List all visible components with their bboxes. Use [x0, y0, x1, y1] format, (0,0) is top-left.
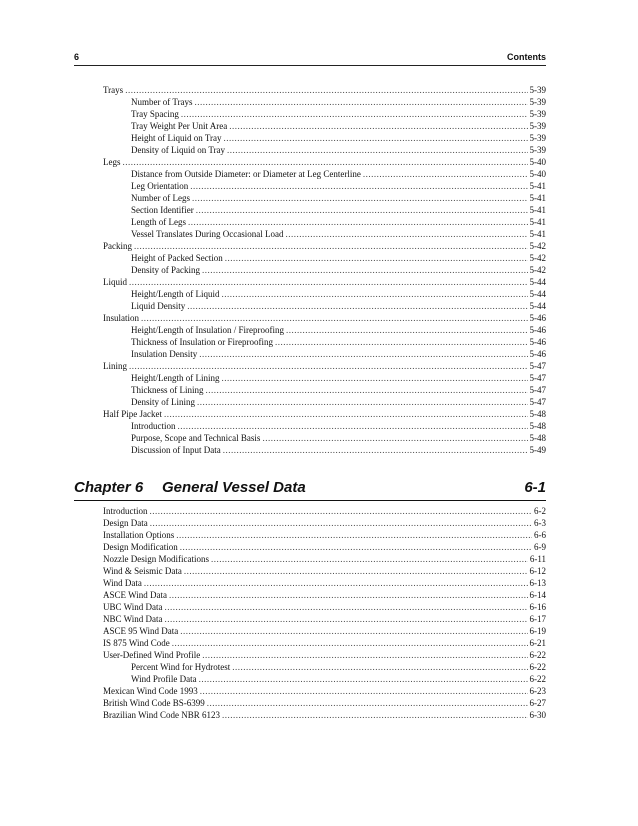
- toc-entry-page: 6-13: [529, 578, 546, 588]
- toc-entry[interactable]: [103, 264, 546, 276]
- toc-entry-title: Thickness of Lining: [131, 385, 204, 395]
- toc-entry-page: 5-44: [529, 277, 546, 287]
- dot-leader: [199, 348, 527, 360]
- toc-entry[interactable]: [103, 601, 546, 613]
- toc-entry[interactable]: [103, 613, 546, 625]
- toc-entry-title: Lining: [103, 361, 127, 371]
- toc-list-chapter-6: [103, 505, 546, 721]
- toc-entry-title: Installation Options: [103, 530, 175, 540]
- toc-entry-page: 6-19: [529, 626, 546, 636]
- toc-entry-title: Height/Length of Insulation / Fireproofing: [131, 325, 284, 335]
- toc-entry-page: 5-48: [529, 421, 546, 431]
- toc-entry-title: Brazilian Wind Code NBR 6123: [103, 710, 220, 720]
- toc-entry-page: 5-48: [529, 433, 546, 443]
- toc-entry-page: 5-49: [529, 445, 546, 455]
- dot-leader: [150, 517, 532, 529]
- toc-entry[interactable]: [103, 276, 546, 288]
- toc-entry-title: Design Modification: [103, 542, 178, 552]
- dot-leader: [176, 529, 532, 541]
- toc-entry[interactable]: [103, 637, 546, 649]
- toc-entry[interactable]: [103, 240, 546, 252]
- toc-entry-title: Legs: [103, 157, 121, 167]
- toc-entry-title: UBC Wind Data: [103, 602, 163, 612]
- toc-entry-page: 6-12: [529, 566, 546, 576]
- toc-entry-title: Tray Weight Per Unit Area: [131, 121, 228, 131]
- toc-entry[interactable]: [103, 156, 546, 168]
- toc-entry[interactable]: [103, 553, 546, 565]
- toc-entry-title: Insulation: [103, 313, 139, 323]
- dot-leader: [178, 420, 528, 432]
- dot-leader: [196, 204, 528, 216]
- toc-entry-title: Wind Profile Data: [131, 674, 197, 684]
- toc-entry-page: 5-41: [529, 193, 546, 203]
- toc-entry[interactable]: [103, 360, 546, 372]
- chapter-page: 6-1: [524, 479, 546, 496]
- toc-entry-page: 5-48: [529, 409, 546, 419]
- toc-entry-title: Density of Lining: [131, 397, 195, 407]
- toc-entry-title: Number of Legs: [131, 193, 190, 203]
- toc-entry-page: 5-40: [529, 157, 546, 167]
- toc-entry[interactable]: [103, 216, 546, 228]
- toc-entry-page: 5-46: [529, 313, 546, 323]
- toc-entry-title: Liquid Density: [131, 301, 186, 311]
- toc-entry[interactable]: [103, 204, 546, 216]
- toc-entry-page: 5-47: [529, 361, 546, 371]
- dot-leader: [199, 673, 528, 685]
- dot-leader: [181, 108, 528, 120]
- toc-list-chapter-5-continued: [103, 84, 546, 456]
- dot-leader: [190, 180, 527, 192]
- page-number: 6: [74, 52, 80, 62]
- chapter-title: General Vessel Data: [162, 479, 306, 496]
- toc-entry-title: ASCE Wind Data: [103, 590, 167, 600]
- dot-leader: [164, 408, 528, 420]
- dot-leader: [286, 324, 528, 336]
- dot-leader: [285, 228, 527, 240]
- toc-entry[interactable]: [103, 709, 546, 721]
- toc-entry-page: 6-3: [534, 518, 546, 528]
- toc-entry-page: 5-46: [529, 337, 546, 347]
- toc-entry-title: Percent Wind for Hydrotest: [131, 662, 231, 672]
- dot-leader: [197, 396, 528, 408]
- running-header-title: Contents: [507, 52, 546, 62]
- dot-leader: [164, 613, 527, 625]
- toc-entry[interactable]: [103, 324, 546, 336]
- toc-entry[interactable]: [103, 625, 546, 637]
- dot-leader: [202, 649, 527, 661]
- toc-entry-title: IS 875 Wind Code: [103, 638, 170, 648]
- toc-entry-page: 5-39: [529, 145, 546, 155]
- toc-entry-page: 5-46: [529, 325, 546, 335]
- toc-entry[interactable]: [103, 192, 546, 204]
- chapter-heading: [74, 477, 546, 501]
- toc-entry-title: Distance from Outside Diameter: or Diameter at Leg Centerline: [131, 169, 361, 179]
- dot-leader: [172, 637, 528, 649]
- toc-entry-title: Density of Liquid on Tray: [131, 145, 226, 155]
- toc-entry-page: 5-42: [529, 253, 546, 263]
- toc-entry[interactable]: [103, 300, 546, 312]
- toc-entry[interactable]: [103, 132, 546, 144]
- toc-entry[interactable]: [103, 228, 546, 240]
- toc-entry-page: 6-16: [529, 602, 546, 612]
- dot-leader: [221, 372, 527, 384]
- toc-entry-page: 5-40: [529, 169, 546, 179]
- toc-entry-page: 5-39: [529, 121, 546, 131]
- dot-leader: [207, 697, 528, 709]
- toc-entry-title: Height of Packed Section: [131, 253, 223, 263]
- dot-leader: [125, 84, 527, 96]
- toc-entry[interactable]: [103, 577, 546, 589]
- toc-entry-title: Wind Data: [103, 578, 142, 588]
- toc-entry-title: Half Pipe Jacket: [103, 409, 162, 419]
- dot-leader: [169, 589, 528, 601]
- toc-entry-page: 6-22: [529, 650, 546, 660]
- toc-entry[interactable]: [103, 589, 546, 601]
- toc-entry-title: ASCE 95 Wind Data: [103, 626, 179, 636]
- toc-entry[interactable]: [103, 144, 546, 156]
- toc-entry-title: Wind & Seismic Data: [103, 566, 182, 576]
- dot-leader: [141, 312, 528, 324]
- toc-entry[interactable]: [103, 529, 546, 541]
- toc-entry[interactable]: [103, 685, 546, 697]
- dot-leader: [134, 240, 528, 252]
- toc-entry[interactable]: [103, 673, 546, 685]
- toc-entry[interactable]: [103, 312, 546, 324]
- toc-entry-title: Height/Length of Liquid: [131, 289, 220, 299]
- dot-leader: [262, 432, 527, 444]
- toc-entry[interactable]: [103, 444, 546, 456]
- toc-entry-page: 5-39: [529, 85, 546, 95]
- toc-entry[interactable]: [103, 396, 546, 408]
- dot-leader: [222, 709, 528, 721]
- toc-entry-page: 5-41: [529, 205, 546, 215]
- dot-leader: [200, 685, 528, 697]
- toc-entry[interactable]: [103, 180, 546, 192]
- dot-leader: [164, 601, 527, 613]
- toc-entry-title: Liquid: [103, 277, 127, 287]
- toc-entry-title: Insulation Density: [131, 349, 198, 359]
- chapter-number: Chapter 6: [74, 479, 144, 496]
- toc-entry-title: User-Defined Wind Profile: [103, 650, 201, 660]
- toc-entry[interactable]: [103, 108, 546, 120]
- toc-entry-title: Number of Trays: [131, 97, 193, 107]
- toc-entry-title: Density of Packing: [131, 265, 200, 275]
- header-rule: [74, 65, 546, 66]
- toc-entry[interactable]: [103, 649, 546, 661]
- dot-leader: [123, 156, 528, 168]
- toc-entry[interactable]: [103, 408, 546, 420]
- toc-entry[interactable]: [103, 541, 546, 553]
- toc-entry-page: 6-17: [529, 614, 546, 624]
- toc-entry-title: Section Identifier: [131, 205, 194, 215]
- toc-entry[interactable]: [103, 697, 546, 709]
- dot-leader: [202, 264, 528, 276]
- toc-entry-title: Discussion of Input Data: [131, 445, 221, 455]
- dot-leader: [221, 288, 527, 300]
- toc-entry-page: 5-46: [529, 349, 546, 359]
- toc-entry-title: Tray Spacing: [131, 109, 179, 119]
- toc-entry-title: Vessel Translates During Occasional Load: [131, 229, 284, 239]
- toc-entry[interactable]: [103, 420, 546, 432]
- toc-entry-title: British Wind Code BS-6399: [103, 698, 205, 708]
- dot-leader: [188, 216, 528, 228]
- dot-leader: [195, 96, 528, 108]
- dot-leader: [229, 120, 527, 132]
- toc-entry-page: 5-39: [529, 133, 546, 143]
- toc-entry-page: 5-42: [529, 241, 546, 251]
- toc-entry[interactable]: [103, 348, 546, 360]
- toc-entry[interactable]: [103, 384, 546, 396]
- dot-leader: [206, 384, 528, 396]
- dot-leader: [180, 541, 532, 553]
- toc-entry-title: Trays: [103, 85, 124, 95]
- dot-leader: [129, 360, 528, 372]
- toc-entry-title: Packing: [103, 241, 132, 251]
- toc-entry-page: 5-41: [529, 229, 546, 239]
- toc-entry-title: Introduction: [131, 421, 176, 431]
- dot-leader: [225, 252, 528, 264]
- toc-entry-page: 6-30: [529, 710, 546, 720]
- toc-entry[interactable]: [103, 432, 546, 444]
- dot-leader: [211, 553, 528, 565]
- dot-leader: [232, 661, 527, 673]
- toc-entry-title: Purpose, Scope and Technical Basis: [131, 433, 261, 443]
- toc-entry[interactable]: [103, 96, 546, 108]
- dot-leader: [363, 168, 528, 180]
- dot-leader: [187, 300, 527, 312]
- toc-entry-page: 5-44: [529, 301, 546, 311]
- toc-entry[interactable]: [103, 372, 546, 384]
- toc-entry[interactable]: [103, 565, 546, 577]
- toc-entry-page: 6-6: [534, 530, 546, 540]
- toc-entry-title: Mexican Wind Code 1993: [103, 686, 198, 696]
- toc-entry-title: Design Data: [103, 518, 148, 528]
- dot-leader: [275, 336, 528, 348]
- toc-entry[interactable]: [103, 661, 546, 673]
- toc-entry[interactable]: [103, 505, 546, 517]
- dot-leader: [150, 505, 533, 517]
- toc-entry-page: 6-2: [534, 506, 546, 516]
- dot-leader: [144, 577, 528, 589]
- dot-leader: [227, 144, 527, 156]
- toc-entry-title: Introduction: [103, 506, 148, 516]
- toc-entry[interactable]: [103, 168, 546, 180]
- toc-entry-page: 5-41: [529, 217, 546, 227]
- toc-entry-page: 5-47: [529, 397, 546, 407]
- toc-entry[interactable]: [103, 336, 546, 348]
- toc-entry-page: 5-42: [529, 265, 546, 275]
- dot-leader: [224, 132, 528, 144]
- toc-entry-title: Nozzle Design Modifications: [103, 554, 209, 564]
- toc-entry-page: 5-47: [529, 385, 546, 395]
- toc-entry-page: 6-22: [529, 662, 546, 672]
- toc-entry-page: 6-27: [529, 698, 546, 708]
- toc-entry-page: 5-39: [529, 109, 546, 119]
- toc-entry-page: 6-11: [529, 554, 546, 564]
- dot-leader: [184, 565, 528, 577]
- toc-entry-page: 6-22: [529, 674, 546, 684]
- toc-entry-page: 5-41: [529, 181, 546, 191]
- toc-entry-title: Leg Orientation: [131, 181, 189, 191]
- toc-entry-title: NBC Wind Data: [103, 614, 163, 624]
- toc-entry-page: 5-47: [529, 373, 546, 383]
- toc-entry[interactable]: [103, 517, 546, 529]
- dot-leader: [192, 192, 528, 204]
- chapter-rule: [74, 500, 546, 501]
- toc-entry[interactable]: [103, 120, 546, 132]
- toc-entry[interactable]: [103, 84, 546, 96]
- dot-leader: [129, 276, 528, 288]
- toc-entry[interactable]: [103, 288, 546, 300]
- toc-entry-page: 6-9: [534, 542, 546, 552]
- toc-entry-page: 5-39: [529, 97, 546, 107]
- toc-entry-page: 6-23: [529, 686, 546, 696]
- toc-entry-page: 5-44: [529, 289, 546, 299]
- toc-entry-title: Height of Liquid on Tray: [131, 133, 222, 143]
- toc-entry-title: Length of Legs: [131, 217, 186, 227]
- dot-leader: [180, 625, 527, 637]
- toc-entry-page: 6-21: [529, 638, 546, 648]
- toc-entry-title: Height/Length of Lining: [131, 373, 220, 383]
- toc-entry-page: 6-14: [529, 590, 546, 600]
- toc-entry[interactable]: [103, 252, 546, 264]
- toc-entry-title: Thickness of Insulation or Fireproofing: [131, 337, 273, 347]
- dot-leader: [223, 444, 528, 456]
